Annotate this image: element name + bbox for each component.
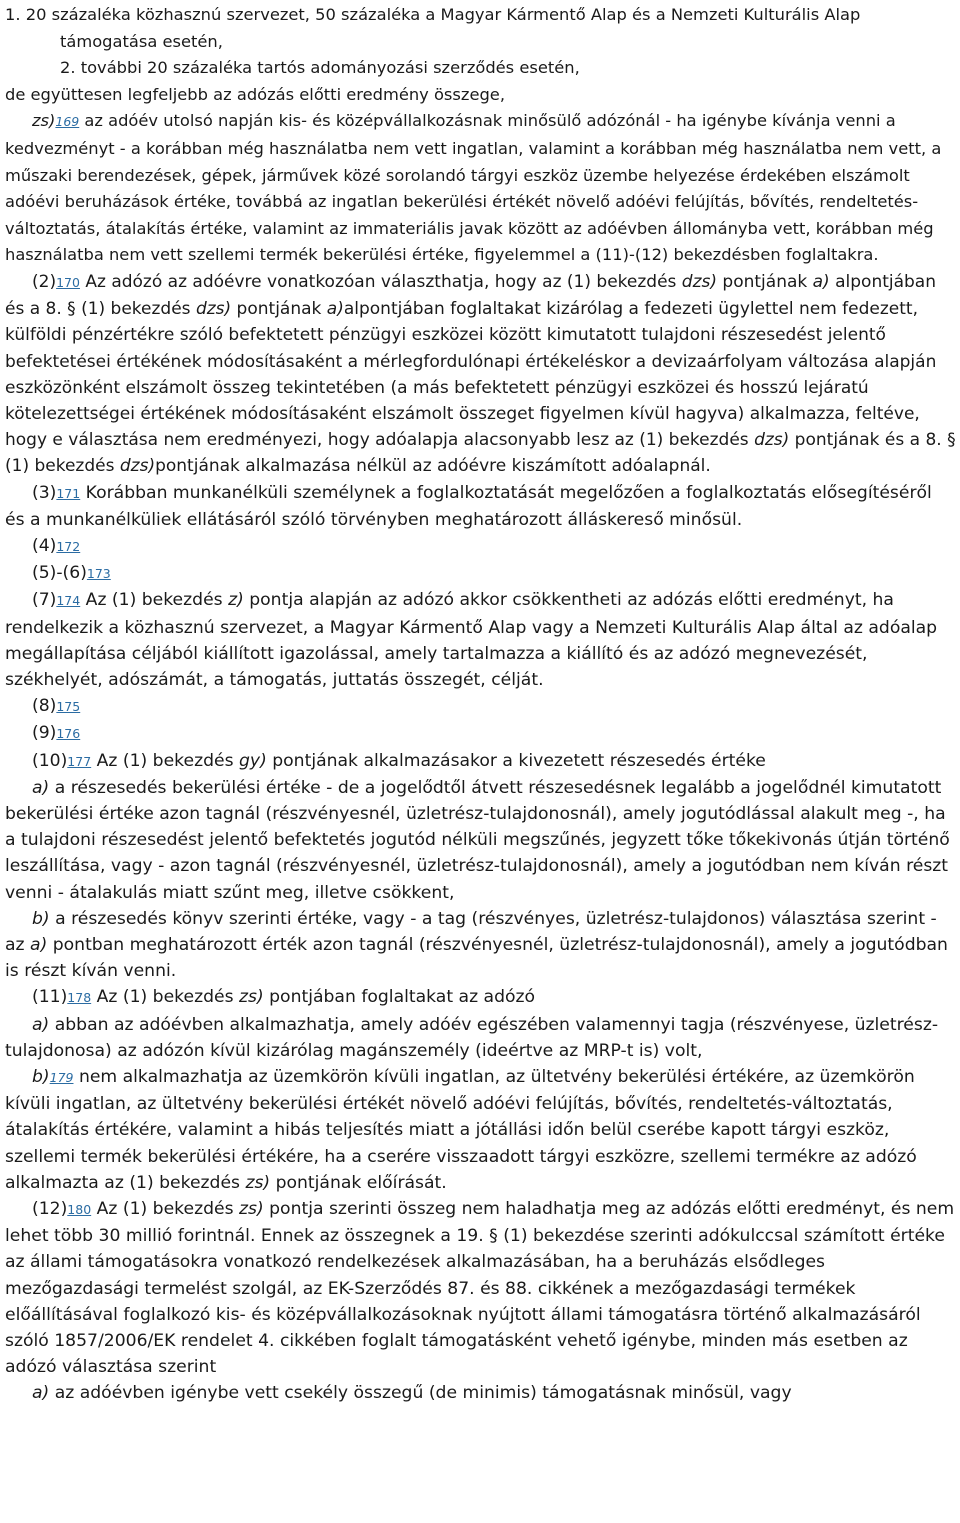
- paragraph-text: alpontjában foglaltakat kizárólag a fedezeti ügylettel nem fedezett, külföldi pénzértékre szóló befektetett pénzügyi eszközei között kimutatott tulajdoni részesedést jelentő befektetései értékének módosításaként a mérlegfordulónapi értékeléskor a devizaárfolyam változása alapján eszközönként elszámolt összeg tekintetében (a más befektetett pénzügyi eszközei és hosszú lejáratú kötelezettségei értékének módosításaként elszámolt összeget figyelmen kívül hagyva) alkalmazza, feltéve, hogy e választása nem eredményezi, hogy adóalapja alacsonyabb lesz az (1) bekezdés: [5, 299, 937, 451]
- paragraph-11-point-b: [5, 1064, 956, 1196]
- list-item-2: 2. további 20 százaléka tartós adományozási szerződés esetén,: [60, 58, 580, 78]
- footnote-link-169[interactable]: 169: [55, 114, 80, 130]
- paragraph-text: Az (1) bekezdés: [80, 590, 229, 611]
- paragraph-number: (11): [32, 987, 68, 1008]
- paragraph-11-point-a: [5, 1012, 956, 1064]
- paragraph-text: Az (1) bekezdés: [91, 1199, 239, 1220]
- point-ref: a): [812, 271, 830, 292]
- footnote-link-179[interactable]: 179: [49, 1070, 74, 1086]
- point-letter: a): [32, 1383, 50, 1404]
- point-text: abban az adóévben alkalmazhatja, amely adóév egészében valamennyi tagja (részvényese, üzletrész-tulajdonosa) az adózón kívül kizárólag magánszemély (ideértve az MRP-t is) volt,: [5, 1014, 939, 1061]
- list-item-1: 1. 20 százaléka közhasznú szervezet, 50 százaléka a Magyar Kármentő Alap és a Nemzeti Kulturális Alap támogatása esetén,: [5, 5, 861, 51]
- point-text: nem alkalmazhatja az üzemkörön kívüli ingatlan, az ültetvény bekerülési értékére, az üzemkörön kívüli ingatlan, az ültetvény bekerülési értékét növelő adóévi felújítás, bővítés, rendeltetés-változtatás, átalakítás értékére, valamint a hibás teljesítés miatt a jótállási időn belül cserébe kapott tárgyi eszköz, szellemi termék bekerülési értékére, ha a cserére visszaadott tárgyi eszközre, szellemi termékre az adózó alkalmazta az (1) bekezdés: [5, 1067, 917, 1193]
- list-item-2-continuation: de együttesen legfeljebb az adózás előtti eredmény összege,: [5, 84, 505, 104]
- paragraph-9: [5, 720, 956, 747]
- paragraph-number: (5)-(6): [32, 563, 87, 584]
- footnote-link-178[interactable]: 178: [67, 990, 92, 1006]
- paragraph-text: Az (1) bekezdés: [91, 750, 239, 771]
- point-ref: zs): [245, 1172, 271, 1193]
- paragraph-text: pontjának: [231, 299, 327, 320]
- point-ref: gy): [239, 750, 267, 771]
- point-text: az adóévben igénybe vett csekély összegű (de minimis) támogatásnak minősül, vagy: [49, 1383, 792, 1404]
- footnote-link-170[interactable]: 170: [56, 274, 80, 290]
- footnote-link-174[interactable]: 174: [56, 593, 81, 609]
- footnote-link-180[interactable]: 180: [67, 1202, 92, 1218]
- footnote-link-176[interactable]: 176: [56, 726, 81, 742]
- point-ref: zs): [239, 1199, 264, 1220]
- paragraph-text: pontjának alkalmazásakor a kivezetett részesedés értéke: [266, 750, 766, 771]
- paragraph-number: (4): [32, 535, 57, 556]
- point-ref: a): [30, 935, 48, 956]
- paragraph-text: pontjának: [717, 271, 813, 292]
- footnote-link-172[interactable]: 172: [56, 538, 81, 554]
- paragraph-text: Az adózó az adóévre vonatkozóan választhatja, hogy az (1) bekezdés: [79, 271, 682, 292]
- paragraph-number: (9): [32, 723, 57, 744]
- paragraph-2: [5, 269, 956, 480]
- paragraph-number: (2): [32, 271, 57, 292]
- paragraph-10-point-b: [5, 906, 956, 985]
- paragraph-number: (12): [32, 1199, 68, 1220]
- footnote-link-173[interactable]: 173: [86, 566, 111, 582]
- paragraph-text: Az (1) bekezdés: [91, 987, 239, 1008]
- footnote-link-177[interactable]: 177: [67, 753, 92, 769]
- paragraph-text: pontja alapján az adózó akkor csökkentheti az adózás előtti eredményt, ha rendelkezik a közhasznú szervezet, a Magyar Kármentő Alap vagy a Nemzeti Kulturális Alap által az adóalap megállapítása céljából kiállított igazolással, amely tartalmazza a kiállító és az adózó megnevezését, székhelyét, adószámát, a támogatás, juttatás összegét, célját.: [5, 590, 938, 690]
- paragraph-4: [5, 533, 956, 560]
- point-letter: a): [32, 777, 50, 798]
- point-text: a részesedés bekerülési értéke - de a jogelődtől átvett részesedésnek legalább a jogelődnél kimutatott bekerülési értéke azon tagnál (részvényesnél, üzletrész-tulajdonosnál), amely jogutódlással alakult meg -, ha a tulajdoni részesedést jelentő befektetés jogutód nélküli megszűnés, jegyzett tőke tőkekivonás útján történő leszállítása, vagy - azon tagnál (részvényesnél, üzletrész-tulajdonosnál), amely a jogutódban nem kíván részt venni - átalakulás miatt szűnt meg, illetve csökkent,: [5, 777, 950, 903]
- paragraph-text: pontjában foglaltakat az adózó: [263, 987, 536, 1008]
- point-letter: b): [32, 1067, 50, 1088]
- paragraph-12-point-a: [5, 1380, 956, 1406]
- point-text: a részesedés könyv szerinti értéke, vagy - a tag (részvényes, üzletrész-tulajdonos) választása szerint - az: [5, 908, 937, 956]
- point-letter: a): [32, 1014, 50, 1035]
- paragraph-text: pontjának alkalmazása nélkül az adóévre kiszámított adóalapnál.: [155, 456, 711, 477]
- point-letter: b): [32, 908, 50, 929]
- paragraph-text: pontjának és a 8. § (1) bekezdés: [5, 430, 956, 477]
- point-text: pontjának előírását.: [270, 1172, 447, 1193]
- paragraph-11: [5, 984, 956, 1011]
- point-ref: zs): [239, 987, 264, 1008]
- footnote-link-171[interactable]: 171: [56, 485, 81, 501]
- point-ref: dzs): [119, 456, 156, 477]
- paragraph-10-point-a: [5, 775, 956, 906]
- point-zs: [5, 108, 956, 269]
- paragraph-10: [5, 748, 956, 775]
- paragraph-number: (10): [32, 750, 68, 771]
- paragraph-5-6: [5, 560, 956, 587]
- paragraph-text: Korábban munkanélküli személynek a foglalkoztatását megelőzően a foglalkoztatás elősegítéséről és a munkanélküliek ellátásáról szóló törvényben meghatározott álláskereső minősül.: [5, 482, 932, 530]
- paragraph-number: (8): [32, 696, 57, 717]
- point-ref: dzs): [195, 299, 232, 320]
- point-ref: a): [326, 299, 344, 320]
- point-ref: dzs): [754, 430, 790, 451]
- point-text: pontban meghatározott érték azon tagnál (részvényesnél, üzletrész-tulajdonosnál), amely a jogutódban is részt kíván venni.: [5, 935, 948, 982]
- paragraph-text: alpontjában és a 8. § (1) bekezdés: [5, 271, 937, 320]
- paragraph-number: (3): [32, 482, 57, 503]
- point-letter: zs): [32, 111, 56, 131]
- footnote-link-175[interactable]: 175: [56, 699, 81, 715]
- paragraph-7: [5, 587, 956, 693]
- paragraph-12: [5, 1196, 956, 1380]
- point-ref: dzs): [681, 271, 718, 292]
- paragraph-text: pontja szerinti összeg nem haladhatja meg az adózás előtti eredményt, és nem lehet több 30 millió forintnál. Ennek az összegnek a 19. § (1) bekezdése szerinti adókulccsal számított értéke az állami támogatásokra vonatkozó rendelkezések alkalmazásában, ha a beruházás elsődleges mezőgazdasági termelést szolgál, az EK-Szerződés 87. és 88. cikkének a mezőgazdasági termékek előállításával foglalkozó kis- és középvállalkozásoknak nyújtott állami támogatásra történő alkalmazásáról szóló 1857/2006/EK rendelet 4. cikkében foglalt támogatásként vehető igénybe, minden más esetben az adózó választása szerint: [5, 1199, 955, 1378]
- paragraph-8: [5, 693, 956, 720]
- point-text: az adóév utolsó napján kis- és középvállalkozásnak minősülő adózónál - ha igénybe kívánja venni a kedvezményt - a korábban még használatba nem vett ingatlan, valamint a korábban még használatba nem vett, a műszaki berendezések, gépek, járművek közé sorolandó tárgyi eszköz üzembe helyezése érdekében elszámolt adóévi beruházások értéke, továbbá az ingatlan bekerülési értékét növelő adóévi felújítás, bővítés, rendeltetés-változtatás, átalakítás értéke, valamint az immateriális javak között az adóévben állományba vett, korábban még használatba nem vett szellemi termék bekerülési értéke, figyelemmel a (11)-(12) bekezdésben foglaltakra.: [5, 111, 942, 265]
- paragraph-3: [5, 480, 956, 533]
- paragraph-number: (7): [32, 590, 57, 611]
- point-ref: z): [228, 590, 244, 611]
